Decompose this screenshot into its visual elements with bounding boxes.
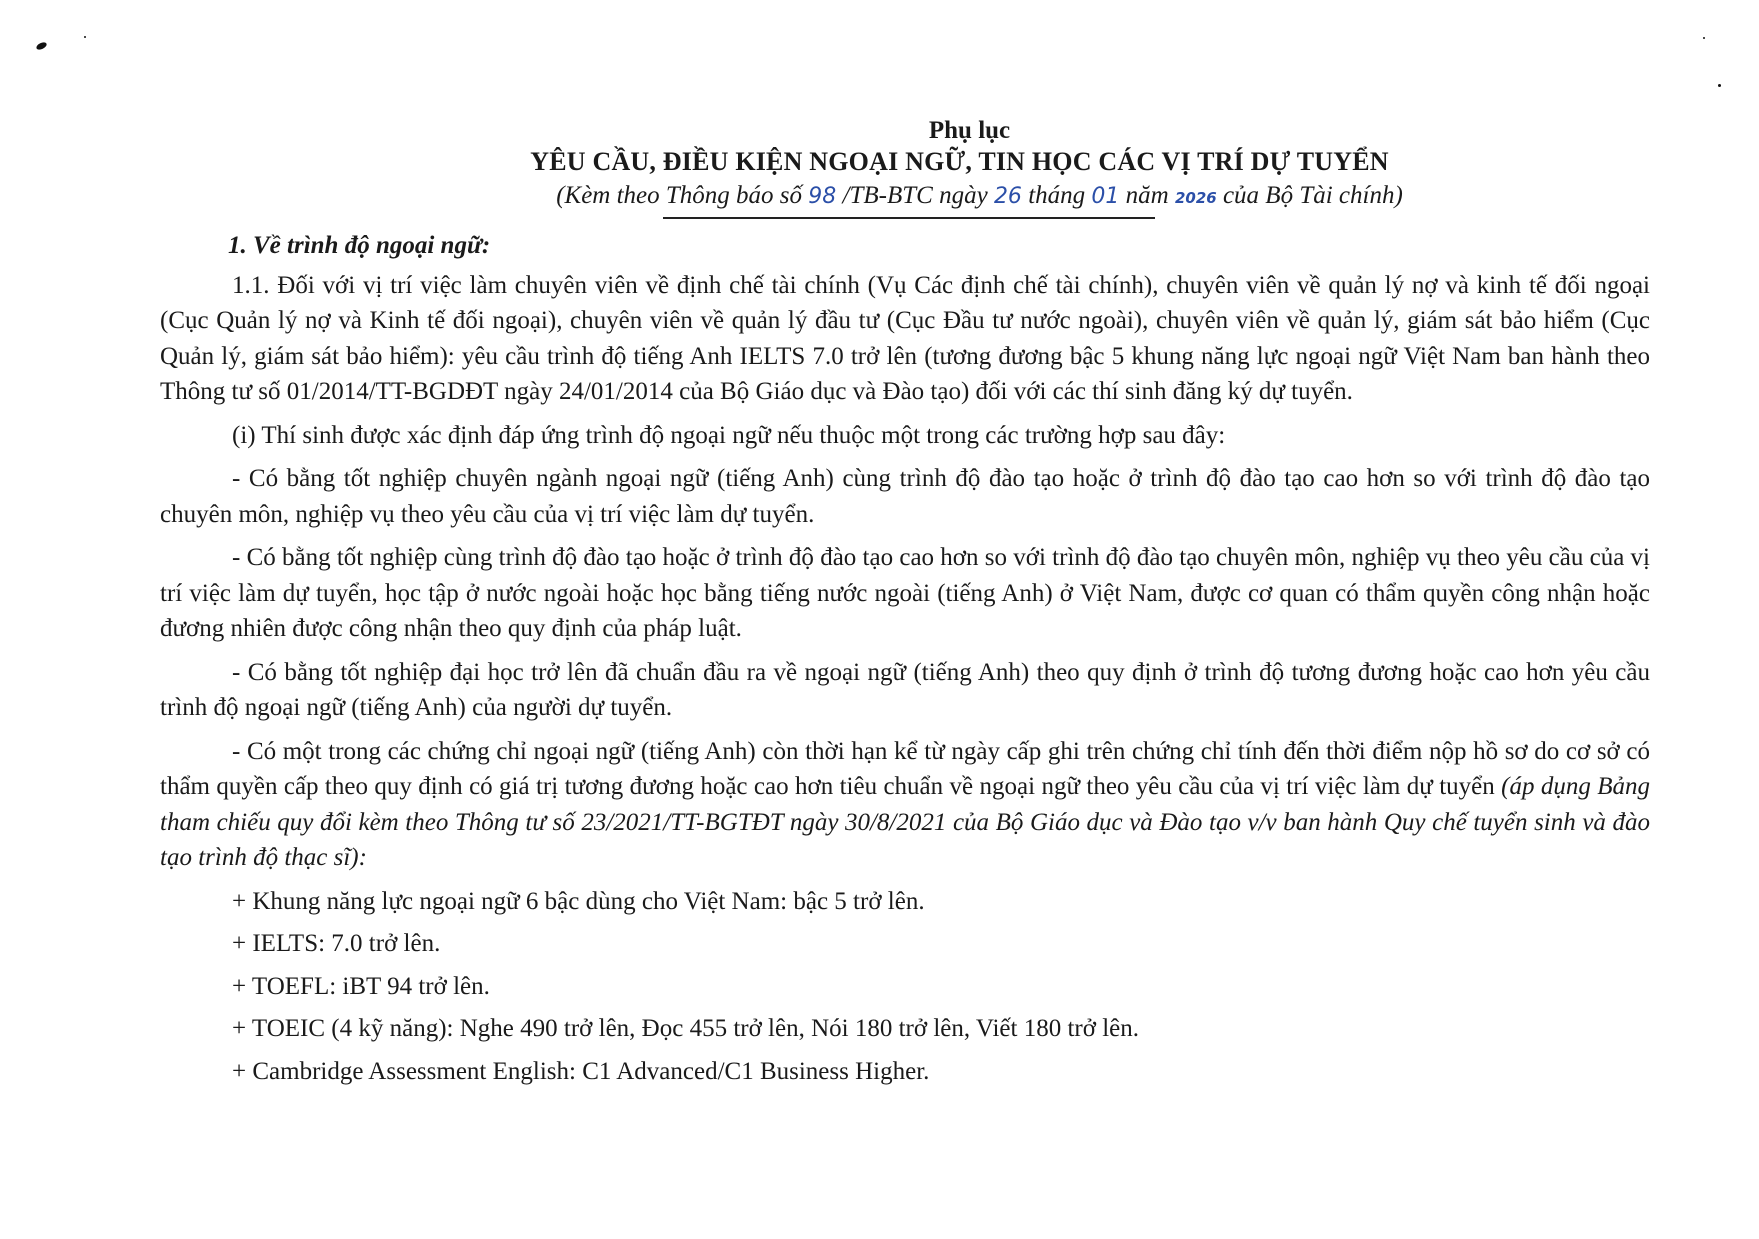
case-item-1: - Có bằng tốt nghiệp chuyên ngành ngoại ngữ (tiếng Anh) cùng trình độ đào tạo hoặc ở trình độ đào tạo cao hơn so với trình độ đào tạo chuyên môn, nghiệp vụ theo yêu cầu của vị trí việc làm dự tuyển. <box>160 465 1650 528</box>
certificate-item: + IELTS: 7.0 trở lên. <box>232 930 441 957</box>
handwritten-day: 26 <box>993 184 1022 209</box>
paragraph-1-1: 1.1. Đối với vị trí việc làm chuyên viên về định chế tài chính (Vụ Các định chế tài chính), chuyên viên về quản lý nợ và kinh tế đối ngoại (Cục Quản lý nợ và Kinh tế đối ngoại), chuyên viên về quản lý đầu tư (Cục Đầu tư nước ngoài), chuyên viên về quản lý, giám sát bảo hiểm (Cục Quản lý, giám sát bảo hiểm): yêu cầu trình độ tiếng Anh IELTS 7.0 trở lên (tương đương bậc 5 khung năng lực ngoại ngữ Việt Nam ban hành theo Thông tư số 01/2014/TT-BGDĐT ngày 24/01/2014 của Bộ Giáo dục và Đào tạo) đối với các thí sinh đăng ký dự tuyển. <box>160 271 1650 405</box>
scan-speck <box>35 41 48 51</box>
subtitle-text: (Kèm theo Thông báo số <box>556 182 809 209</box>
annex-label: Phụ lục <box>928 117 1011 144</box>
subtitle-underline <box>663 217 1155 219</box>
document-title: YÊU CẦU, ĐIỀU KIỆN NGOẠI NGỮ, TIN HỌC CÁC VỊ TRÍ DỰ TUYỂN <box>530 147 1389 176</box>
document-subtitle <box>100 180 1759 214</box>
scan-speck <box>1718 84 1721 87</box>
paragraph-i: (i) Thí sinh được xác định đáp ứng trình độ ngoại ngữ nếu thuộc một trong các trường hợp sau đây: <box>232 421 1226 449</box>
document-body <box>160 228 1650 1096</box>
subtitle-text: của Bộ Tài chính) <box>1222 182 1403 209</box>
case-item-4-note: (áp dụng Bảng tham chiếu quy đổi kèm theo Thông tư số 23/2021/TT-BGTĐT ngày 30/8/2021 của Bộ Giáo dục và Đào tạo v/v ban hành Quy chế tuyển sinh và đào tạo trình độ thạc sĩ): <box>160 773 1650 871</box>
subtitle-text: /TB-BTC ngày <box>842 182 994 209</box>
certificate-item: + TOEFL: iBT 94 trở lên. <box>232 972 490 1000</box>
subtitle-text: năm <box>1125 182 1169 209</box>
case-item-4 <box>160 734 1650 876</box>
handwritten-month: 01 <box>1091 184 1120 209</box>
certificate-item: + TOEIC (4 kỹ năng): Nghe 490 trở lên, Đọc 455 trở lên, Nói 180 trở lên, Viết 180 trở lên. <box>232 1015 1140 1042</box>
handwritten-year: 2026 <box>1174 189 1217 207</box>
scan-speck <box>84 36 86 38</box>
scan-speck <box>1703 37 1705 39</box>
subtitle-text: tháng <box>1028 182 1092 209</box>
section-heading: 1. Về trình độ ngoại ngữ: <box>228 232 491 259</box>
case-item-3: - Có bằng tốt nghiệp đại học trở lên đã chuẩn đầu ra về ngoại ngữ (tiếng Anh) theo quy định ở trình độ tương đương hoặc cao hơn yêu cầu trình độ ngoại ngữ (tiếng Anh) của người dự tuyển. <box>160 658 1650 721</box>
certificate-item: + Khung năng lực ngoại ngữ 6 bậc dùng cho Việt Nam: bậc 5 trở lên. <box>232 887 925 915</box>
certificate-item: + Cambridge Assessment English: C1 Advanced/C1 Business Higher. <box>232 1057 930 1085</box>
case-item-2: - Có bằng tốt nghiệp cùng trình độ đào tạo hoặc ở trình độ đào tạo cao hơn so với trình độ đào tạo chuyên môn, nghiệp vụ theo yêu cầu của vị trí việc làm dự tuyển, học tập ở nước ngoài hoặc học bằng tiếng nước ngoài (tiếng Anh) ở Việt Nam, được cơ quan có thẩm quyền công nhận hoặc đương nhiên được công nhận theo quy định của pháp luật. <box>160 544 1650 642</box>
case-item-4-text: - Có một trong các chứng chỉ ngoại ngữ (tiếng Anh) còn thời hạn kể từ ngày cấp ghi trên chứng chỉ tính đến thời điểm nộp hồ sơ do cơ sở có thẩm quyền cấp theo quy định có giá trị tương đương hoặc cao hơn tiêu chuẩn về ngoại ngữ theo yêu cầu của vị trí việc làm dự tuyển <box>160 737 1650 800</box>
handwritten-notice-number: 98 <box>808 184 837 209</box>
